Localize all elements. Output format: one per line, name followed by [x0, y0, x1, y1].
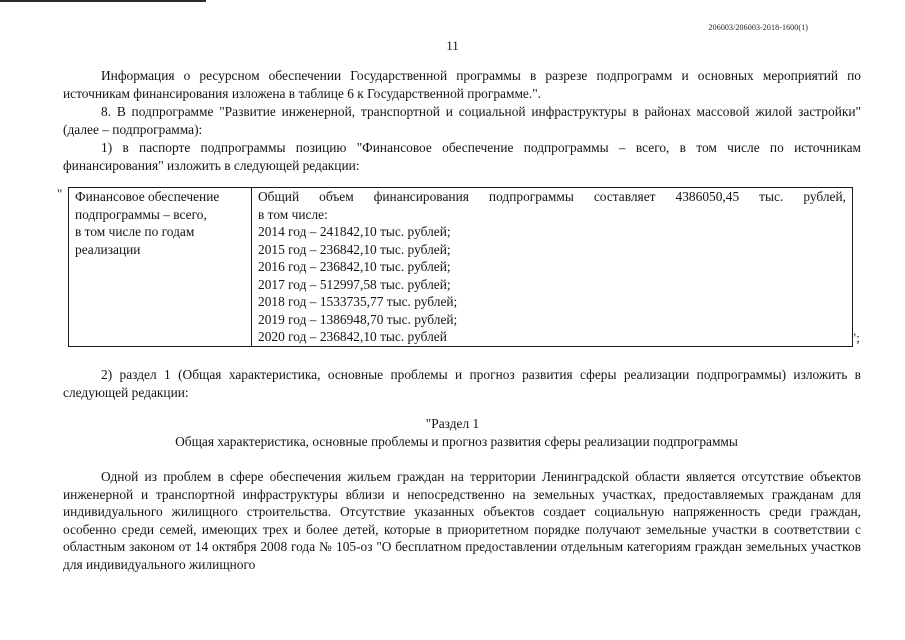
funding-year-line: [258, 276, 846, 294]
year-amount: 236842,10 тыс. рублей;: [319, 241, 451, 257]
year-label: 2016 год: [258, 259, 307, 274]
table-open-quote: ": [57, 186, 63, 201]
year-label: 2014 год: [258, 224, 307, 239]
year-amount: 1386948,70 тыс. рублей;: [319, 311, 458, 327]
corner-scan-mark: [0, 0, 206, 2]
document-code: 206003/206003-2018-1600(1): [708, 23, 808, 32]
year-label: 2017 год: [258, 276, 307, 292]
funding-year-line: [258, 241, 846, 259]
year-label: 2015 год: [258, 241, 307, 257]
year-label: 2019 год: [258, 311, 307, 327]
funding-total: Общий объем финансирования подпрограммы составляет 4386050,45 тыс. рублей,: [258, 189, 846, 204]
table-row: [69, 188, 853, 347]
passport-funding-table: [68, 187, 853, 347]
label-line: в том числе по годам: [75, 224, 195, 239]
funding-including: в том числе:: [258, 206, 328, 222]
label-line: реализации: [75, 241, 141, 257]
funding-year-line: [258, 293, 846, 311]
year-amount: 512997,58 тыс. рублей;: [319, 276, 451, 292]
paragraph-resource-info: Информация о ресурсном обеспечении Государственной программы в разрезе подпрограмм и основных мероприятий по источникам финансирования изложена в таблице 6 к Государственной программе.".: [63, 68, 861, 101]
year-amount: 236842,10 тыс. рублей: [319, 329, 447, 344]
label-line: подпрограммы – всего,: [75, 206, 207, 222]
label-line: Финансовое обеспечение: [75, 189, 220, 204]
paragraph-item-8-1: 1) в паспорте подпрограммы позицию "Финансовое обеспечение подпрограммы – всего, в том числе по источникам финансирования" изложить в следующей редакции:: [63, 140, 861, 173]
year-amount: 236842,10 тыс. рублей;: [319, 259, 451, 274]
paragraph-item-8: 8. В подпрограмме "Развитие инженерной, транспортной и социальной инфраструктуры в районах массовой жилой застройки" (далее – подпрограмма):: [63, 104, 861, 137]
funding-label-cell: [69, 188, 252, 347]
year-label: 2018 год: [258, 294, 307, 309]
funding-year-line: [258, 328, 846, 346]
section-heading-title: Общая характеристика, основные проблемы и прогноз развития сферы реализации подпрограммы: [175, 434, 738, 449]
funding-year-line: [258, 311, 846, 329]
funding-year-line: [258, 223, 846, 241]
section-heading: [0, 415, 905, 451]
funding-value-cell: [252, 188, 853, 347]
page-number: 11: [446, 38, 459, 53]
funding-year-line: [258, 258, 846, 276]
paragraph-item-8-2: 2) раздел 1 (Общая характеристика, основные проблемы и прогноз развития сферы реализации подпрограммы) изложить в следующей редакции:: [63, 367, 861, 400]
year-amount: 241842,10 тыс. рублей;: [319, 224, 451, 239]
year-amount: 1533735,77 тыс. рублей;: [319, 294, 458, 309]
paragraph-section-body: Одной из проблем в сфере обеспечения жильем граждан на территории Ленинградской области является отсутствие объектов инженерной и транспортной инфраструктуры вблизи и непосредственно на земельных участках, предоставляемых гражданам для индивидуального жилищного строительства. Отсутствие указанных объектов создает социальную напряженность среди граждан, особенно среди семей, имеющих трех и более детей, которые в приоритетном порядке получают земельные участки в соответствии с областным законом от 14 октября 2008 года № 105-оз "О бесплатном предоставлении отдельным категориям граждан земельных участков для индивидуального жилищного: [63, 469, 861, 572]
table-close-quote: ";: [851, 330, 860, 345]
section-heading-number: "Раздел 1: [425, 416, 480, 431]
year-label: 2020 год: [258, 329, 307, 344]
